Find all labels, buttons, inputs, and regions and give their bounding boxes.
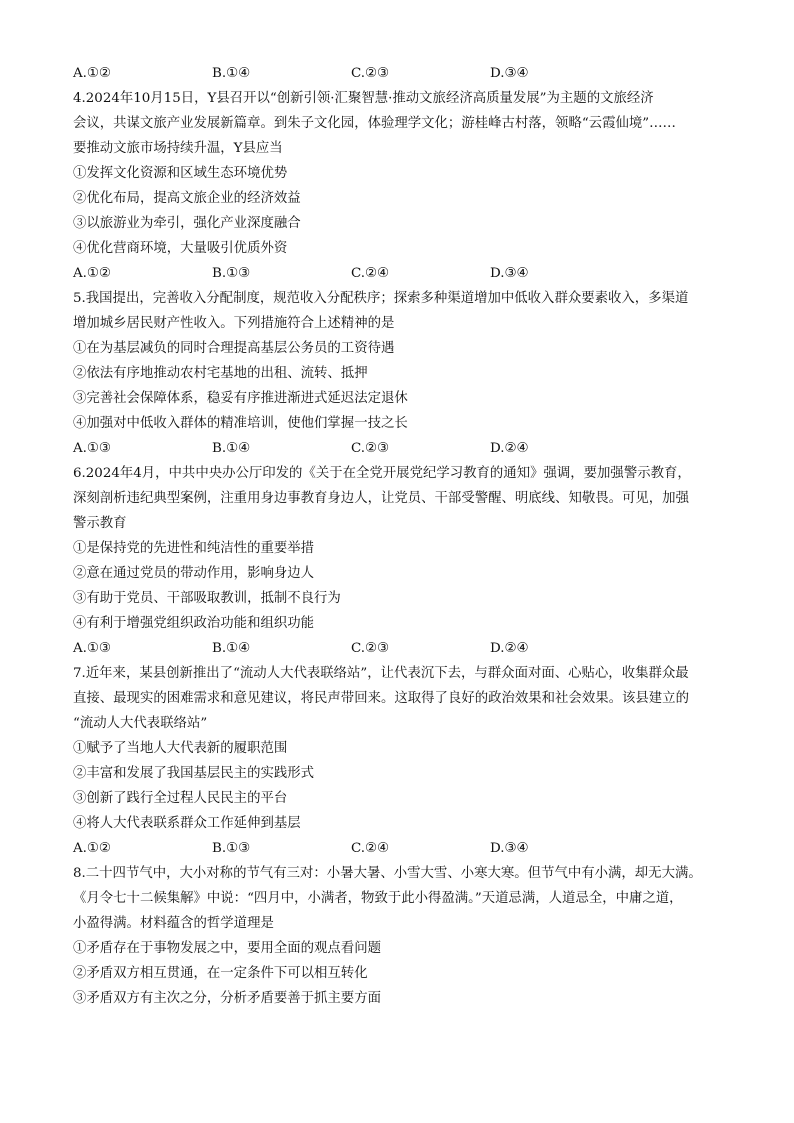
statement-item: ①矛盾存在于事物发展之中，要用全面的观点看问题 bbox=[73, 941, 381, 956]
statement-item: ④优化营商环境，大量吸引优质外资 bbox=[73, 241, 288, 256]
option-b: B.①③ bbox=[212, 841, 251, 856]
option-a: A.①③ bbox=[73, 441, 111, 456]
option-b: B.①④ bbox=[212, 441, 251, 456]
statement-item: ②丰富和发展了我国基层民主的实践形式 bbox=[73, 766, 315, 781]
q3-options bbox=[73, 61, 753, 86]
question-stem-line: 5.我国提出，完善收入分配制度，规范收入分配秩序；探索多种渠道增加中低收入群众要素收入，多渠道 bbox=[73, 291, 689, 306]
option-c: C.②④ bbox=[351, 266, 390, 281]
statement-item: ④加强对中低收入群体的精准培训，使他们掌握一技之长 bbox=[73, 416, 408, 431]
question-4 bbox=[73, 86, 753, 286]
statement-item: ④将人大代表联系群众工作延伸到基层 bbox=[73, 816, 301, 831]
statement-item: ③以旅游业为牵引，强化产业深度融合 bbox=[73, 216, 301, 231]
statement-item: ①在为基层减负的同时合理提高基层公务员的工资待遇 bbox=[73, 341, 395, 356]
question-5 bbox=[73, 286, 753, 461]
option-c: C.②③ bbox=[351, 641, 390, 656]
question-stem-line: 增加城乡居民财产性收入。下列措施符合上述精神的是 bbox=[73, 316, 395, 331]
option-d: D.②④ bbox=[490, 641, 529, 656]
question-stem-line: 要推动文旅市场持续升温，Y县应当 bbox=[73, 141, 283, 156]
statement-item: ③有助于党员、干部吸取教训，抵制不良行为 bbox=[73, 591, 341, 606]
statement-item: ④有利于增强党组织政治功能和组织功能 bbox=[73, 616, 315, 631]
answer-options bbox=[73, 836, 753, 861]
option-c: C.②③ bbox=[351, 441, 390, 456]
statement-item: ①发挥文化资源和区域生态环境优势 bbox=[73, 166, 288, 181]
answer-options bbox=[73, 636, 753, 661]
statement-item: ①是保持党的先进性和纯洁性的重要举措 bbox=[73, 541, 315, 556]
statement-item: ②优化布局，提高文旅企业的经济效益 bbox=[73, 191, 301, 206]
question-stem-line: 7.近年来，某县创新推出了“流动人大代表联络站”，让代表沉下去，与群众面对面、心贴心，收集群众最 bbox=[73, 666, 689, 681]
option-d: D.③④ bbox=[490, 266, 529, 281]
question-stem-line: 小盈得满。材料蕴含的哲学道理是 bbox=[73, 916, 274, 931]
option-b: B.①④ bbox=[212, 66, 251, 81]
question-8 bbox=[73, 861, 753, 1011]
option-c: C.②③ bbox=[351, 66, 390, 81]
statement-item: ②矛盾双方相互贯通，在一定条件下可以相互转化 bbox=[73, 966, 368, 981]
statement-item: ③创新了践行全过程人民民主的平台 bbox=[73, 791, 288, 806]
question-stem-line: 4.2024年10月15日，Y县召开以“创新引领·汇聚智慧·推动文旅经济高质量发展”为主题的文旅经济 bbox=[73, 91, 654, 106]
question-7 bbox=[73, 661, 753, 861]
option-b: B.①③ bbox=[212, 266, 251, 281]
question-6 bbox=[73, 461, 753, 661]
statement-item: ②依法有序地推动农村宅基地的出租、流转、抵押 bbox=[73, 366, 368, 381]
statement-item: ③矛盾双方有主次之分，分析矛盾要善于抓主要方面 bbox=[73, 991, 381, 1006]
answer-options bbox=[73, 261, 753, 286]
option-d: D.③④ bbox=[490, 66, 529, 81]
statement-item: ②意在通过党员的带动作用，影响身边人 bbox=[73, 566, 315, 581]
option-d: D.③④ bbox=[490, 841, 529, 856]
question-stem-line: “流动人大代表联络站” bbox=[73, 716, 208, 731]
option-b: B.①④ bbox=[212, 641, 251, 656]
option-a: A.①③ bbox=[73, 641, 111, 656]
question-stem-line: 警示教育 bbox=[73, 516, 127, 531]
option-a: A.①② bbox=[73, 841, 111, 856]
option-a: A.①② bbox=[73, 66, 111, 81]
statement-item: ①赋予了当地人大代表新的履职范围 bbox=[73, 741, 288, 756]
question-stem-line: 深刻剖析违纪典型案例，注重用身边事教育身边人，让党员、干部受警醒、明底线、知敬畏。可见，加强 bbox=[73, 491, 689, 506]
question-stem-line: 直接、最现实的困难需求和意见建议，将民声带回来。这取得了良好的政治效果和社会效果。该县建立的 bbox=[73, 691, 689, 706]
answer-options bbox=[73, 436, 753, 461]
question-stem-line: 会议，共谋文旅产业发展新篇章。到朱子文化园，体验理学文化；游桂峰古村落，领略“云霞仙境”…… bbox=[73, 116, 676, 131]
statement-item: ③完善社会保障体系，稳妥有序推进渐进式延迟法定退休 bbox=[73, 391, 408, 406]
exam-page bbox=[73, 61, 753, 1011]
option-d: D.②④ bbox=[490, 441, 529, 456]
question-stem-line: 《月令七十二候集解》中说：“四月中，小满者，物致于此小得盈满。”天道忌满，人道忌全，中庸之道， bbox=[73, 891, 683, 906]
question-stem-line: 8.二十四节气中，大小对称的节气有三对：小暑大暑、小雪大雪、小寒大寒。但节气中有小满，却无大满。 bbox=[73, 866, 702, 881]
option-c: C.②④ bbox=[351, 841, 390, 856]
option-a: A.①② bbox=[73, 266, 111, 281]
question-stem-line: 6.2024年4月，中共中央办公厅印发的《关于在全党开展党纪学习教育的通知》强调，要加强警示教育， bbox=[73, 466, 691, 481]
